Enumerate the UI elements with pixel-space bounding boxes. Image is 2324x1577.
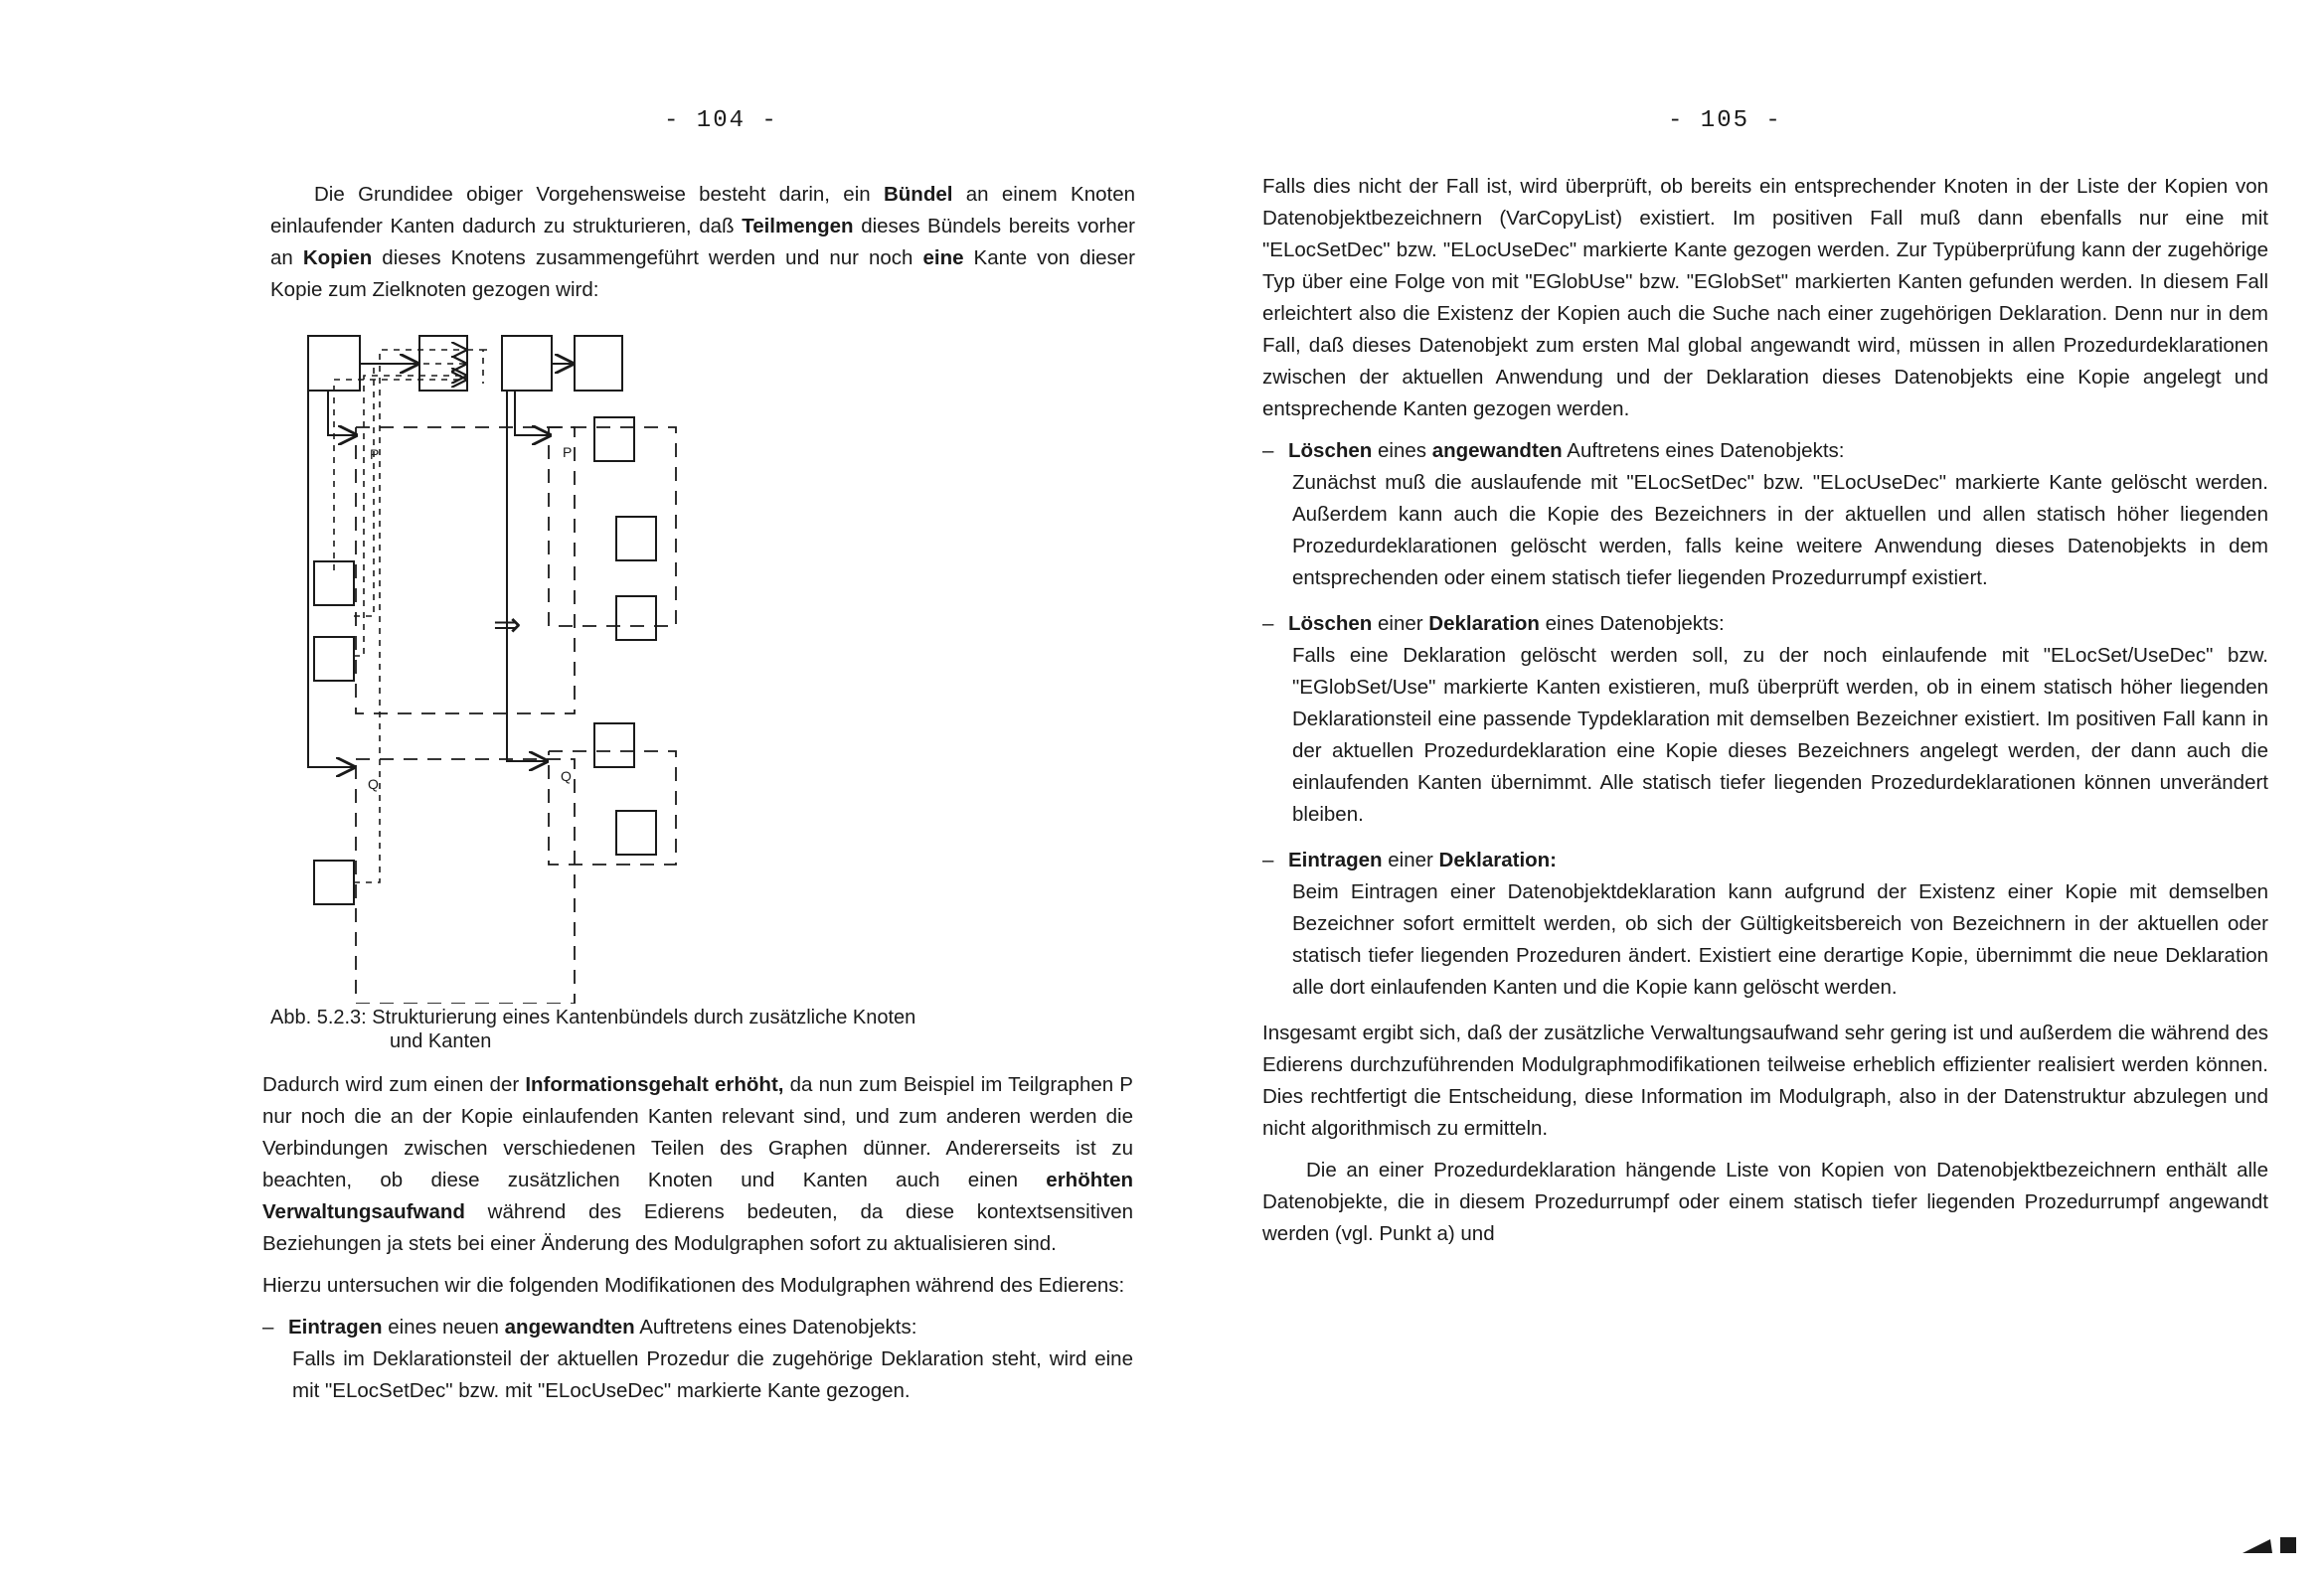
subgraph-label-q-new: Q bbox=[561, 768, 572, 784]
caption-line-1: Abb. 5.2.3: Strukturierung eines Kantenbündels durch zusätzliche Knoten bbox=[270, 1007, 916, 1028]
dash-bullet: – bbox=[1262, 849, 1274, 871]
bold-term: Löschen bbox=[1288, 439, 1373, 462]
paragraph-varcopylist: Falls dies nicht der Fall ist, wird überprüft, ob bereits ein entsprechender Knoten in der Liste der Kopien von Datenobjektbezeichnern (VarCopyList) existiert. Im positiven Fall muß dann ebenfalls nur eine mit "ELocSetDec" bzw. "ELocUseDec" markierte Kante gezogen werden. Zur Typüberprüfung kann der zugehörige Typ über eine Folge von mit "EGlobUse" bzw. "EGlobSet" markierten Kanten gefunden werden. In diesem Fall erleichtert also die Existenz der Kopien auch die Suche nach einer zugehörigen Deklaration. Denn nur in dem Fall, daß dieses Datenobjekt zum ersten Mal global angewandt wird, müssen in allen Prozedurdeklarationen zwischen der aktuellen Anwendung und der Deklaration dieses Datenobjekts eine Kopie angelegt und entsprechende Kanten gezogen werden. bbox=[1262, 175, 2268, 420]
bold-term: eine bbox=[922, 246, 964, 269]
node-q-1-new bbox=[616, 811, 656, 855]
text-run: da nun zum Beispiel im Teilgraphen P nur noch die an der Kopie einlaufenden Kanten relevant sind, und zum anderen werden die Verbindungen zwischen verschiedenen Teilen des Graphen dünner. Andererseits ist zu beachten, ob diese zusätzlichen Knoten und Kanten auch einen bbox=[262, 1073, 1133, 1191]
bold-term: Löschen bbox=[1288, 612, 1373, 635]
node-p-2 bbox=[314, 637, 354, 681]
text-run: eines neuen bbox=[382, 1316, 505, 1339]
list-item-body: Falls eine Deklaration gelöscht werden soll, zu der noch einlaufende mit "ELocSet/UseDec" bzw. "EGlobSet/Use" markierte Kanten existieren, muß überprüft werden, ob in einem statisch höher liegenden Deklarationsteil eine passende Typdeklaration mit demselben Bezeichner existiert. Im positiven Fall kann in der aktuellen Prozedurdeklaration eine Kopie dieses Bezeichners angelegt werden, der dann auch die einlaufenden Kanten übernimmt. Alle statisch tiefer liegenden Prozedurdeklarationen können unverändert bleiben. bbox=[1292, 644, 2268, 826]
node-p-1-new bbox=[616, 517, 656, 560]
page-number-right: - 105 - bbox=[1668, 107, 1782, 134]
transformation-arrow-icon: ⇒ bbox=[493, 605, 522, 645]
paragraph-hierzu: Hierzu untersuchen wir die folgenden Modifikationen des Modulgraphen während des Edierens: bbox=[262, 1274, 1125, 1297]
bold-term: Deklaration bbox=[1428, 612, 1540, 635]
node-p-2-new bbox=[616, 596, 656, 640]
text-run: eines bbox=[1372, 439, 1432, 462]
node-q-1 bbox=[314, 861, 354, 904]
text-run: Kante von dieser Kopie zum Zielknoten gezogen wird: bbox=[270, 246, 1136, 301]
bold-term: Informationsgehalt erhöht, bbox=[525, 1073, 784, 1096]
subgraph-label-p-new: P bbox=[563, 444, 573, 460]
bold-term: angewandten bbox=[1431, 439, 1563, 462]
text-run: einer bbox=[1382, 849, 1439, 871]
dash-bullet: – bbox=[1262, 612, 1274, 635]
bold-term: angewandten bbox=[504, 1316, 635, 1339]
list-item-title bbox=[1262, 845, 2268, 876]
list-item-loeschen-angewandt bbox=[1262, 435, 2268, 594]
list-item-eintragen-angewandt bbox=[262, 1312, 1133, 1407]
graph-diagram bbox=[298, 328, 1074, 1004]
left-page bbox=[0, 0, 1153, 1577]
list-item-body: Beim Eintragen einer Datenobjektdeklaration kann aufgrund der Existenz einer Kopie mit demselben Bezeichner sofort ermittelt werden, ob sich der Gültigkeitsbereich von Bezeichnern in der aktuellen oder statisch tiefer liegenden Prozeduren ändert. Existiert eine derartige Kopie, übernimmt die neue Deklaration alle dort einlaufenden Kanten und die Kopie kann gelöscht werden. bbox=[1292, 880, 2268, 999]
dash-bullet: – bbox=[1262, 439, 1274, 462]
text-run: während des Edierens bedeuten, da diese kontextsensitiven Beziehungen ja stets bei einer Änderung des Modulgraphen sofort zu aktualisieren sind. bbox=[262, 1200, 1133, 1255]
node-copy-p bbox=[594, 417, 634, 461]
intro-paragraph bbox=[270, 179, 1135, 306]
text-run: Auftretens eines Datenobjekts: bbox=[1562, 439, 1845, 462]
list-item-loeschen-deklaration bbox=[1262, 608, 2268, 831]
list-item-body: Zunächst muß die auslaufende mit "ELocSetDec" bzw. "ELocUseDec" markierte Kante gelöscht werden. Außerdem kann auch die Kopie des Bezeichners in der aktuellen und allen statisch höher liegenden Prozedurdeklarationen gelöscht werden, falls keine weitere Anwendung dieses Datenobjekts in dem entsprechenden oder einem statisch tiefer liegenden Prozedurrumpf existiert. bbox=[1292, 471, 2268, 589]
node-target-new bbox=[575, 336, 622, 391]
left-body-block bbox=[262, 1069, 1133, 1421]
page-number-left: - 104 - bbox=[664, 107, 778, 134]
text-run: dieses Bündels bereits vorher an bbox=[270, 215, 1136, 269]
subgraph-label-p: P bbox=[370, 446, 380, 462]
text-run: eines Datenobjekts: bbox=[1539, 612, 1725, 635]
text-run: Dadurch wird zum einen der bbox=[262, 1073, 526, 1096]
paragraph-informationsgehalt bbox=[262, 1069, 1133, 1260]
text-run: an einem Knoten einlaufender Kanten dadurch zu strukturieren, daß bbox=[270, 183, 1135, 237]
text-run: Auftretens eines Datenobjekts: bbox=[634, 1316, 917, 1339]
list-item-eintragen-deklaration bbox=[1262, 845, 2268, 1004]
list-item-body: Falls im Deklarationsteil der aktuellen Prozedur die zugehörige Deklaration steht, wird eine mit "ELocSetDec" bzw. mit "ELocUseDec" markierte Kante gezogen. bbox=[292, 1347, 1133, 1402]
text-run: dieses Knotens zusammengeführt werden und nur noch bbox=[372, 246, 923, 269]
bold-term: Teilmengen bbox=[742, 215, 854, 237]
text-run: einer bbox=[1372, 612, 1429, 635]
text-run: Die Grundidee obiger Vorgehensweise besteht darin, ein bbox=[314, 183, 884, 206]
node-declaration-new bbox=[502, 336, 552, 391]
bold-term: Bündel bbox=[883, 183, 953, 206]
bold-term: Eintragen bbox=[288, 1316, 383, 1339]
figure-caption bbox=[270, 1006, 1125, 1053]
subgraph-p bbox=[356, 427, 575, 713]
intro-paragraph-block bbox=[270, 179, 1135, 316]
node-copy-q bbox=[594, 723, 634, 767]
paragraph-liste-kopien: Die an einer Prozedurdeklaration hängende Liste von Kopien von Datenobjektbezeichnern enthält alle Datenobjekte, die in diesem Prozedurrumpf oder einem statisch tiefer liegenden Prozedurrumpf angewandt werden (vgl. Punkt a) und bbox=[1262, 1159, 2268, 1245]
bold-term: erhöhten Verwaltungsaufwand bbox=[262, 1169, 1133, 1223]
subgraph-q bbox=[356, 759, 575, 1004]
right-body-block bbox=[1262, 171, 2268, 1260]
bold-term: Eintragen bbox=[1288, 849, 1383, 871]
dash-bullet: – bbox=[262, 1316, 274, 1339]
list-item-title bbox=[1262, 435, 2268, 467]
bold-term: Kopien bbox=[302, 246, 373, 269]
node-declaration bbox=[308, 336, 360, 391]
page-corner-mark-icon bbox=[2241, 1533, 2300, 1555]
list-item-title bbox=[1262, 608, 2268, 640]
bold-term: Deklaration: bbox=[1438, 849, 1558, 871]
figure-kantenbuendel bbox=[298, 328, 1074, 1004]
paragraph-insgesamt: Insgesamt ergibt sich, daß der zusätzliche Verwaltungsaufwand sehr gering ist und außerdem die während des Edierens durchzuführenden Modulgraphmodifikationen teilweise erheblich effizienter realisiert werden können. Dies rechtfertigt die Entscheidung, diese Information im Modulgraph, also in der Datenstruktur abzulegen und nicht algorithmisch zu ermitteln. bbox=[1262, 1022, 2268, 1140]
subgraph-label-q: Q bbox=[368, 776, 379, 792]
list-item-title bbox=[262, 1312, 1133, 1343]
right-page bbox=[1223, 0, 2324, 1577]
caption-line-2: und Kanten bbox=[390, 1030, 492, 1052]
